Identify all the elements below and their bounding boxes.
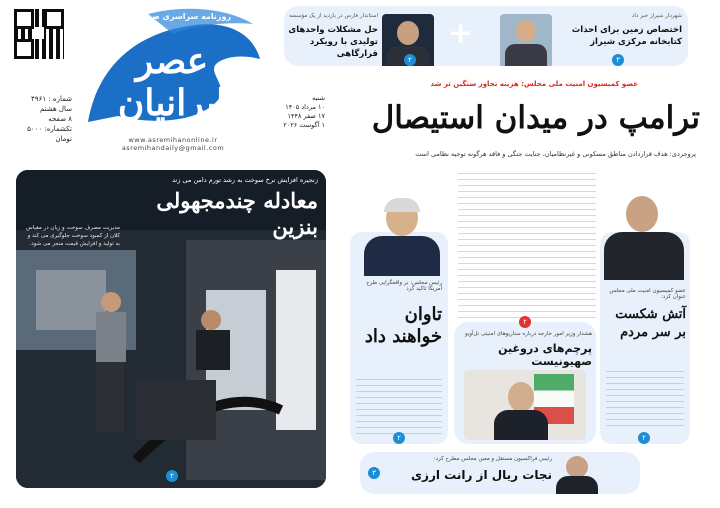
photo-mp (604, 188, 684, 280)
badge: ۲ (166, 470, 178, 482)
photo-mayor (500, 14, 552, 66)
tagline: روزنامه سراسری صبح ایران (119, 12, 232, 21)
headline-subtitle: پروجردی: هدف قراردادن مناطق مسکونی و غیرنظامیان، جنایت جنگی و فاقد هرگونه توجیه نظامی است (415, 150, 696, 158)
badge: ۲ (404, 54, 416, 66)
right-story-kicker: عضو کمیسیون امنیت ملی مجلس عنوان کرد: (609, 288, 686, 300)
right-story-body (606, 366, 684, 428)
bottom-story-title: نجات ریال از رانت ارزی (411, 468, 552, 482)
plus-icon: + (448, 16, 474, 51)
badge: ۳ (368, 467, 380, 479)
right-story-title: آتش شکست بر سر مردم (615, 307, 686, 340)
fuel-title: معادله چندمجهولی بنزین (156, 188, 318, 239)
website-line: www.asremihanonline.ir asremihandaily@gmail.com (121, 136, 225, 152)
badge: ۲ (519, 316, 531, 328)
photo-foreign-minister (464, 370, 586, 440)
middle-story-kicker: هشدار وزیر امور خارجه درباره سناریوهای امنیتی تل‌آویو (464, 331, 592, 337)
photo-mp-bottom (556, 452, 598, 494)
top-left-title: حل مشکلات واحدهای تولیدی با رویکرد قرارگاهی (288, 25, 378, 59)
middle-story (454, 318, 596, 444)
badge: ۳ (612, 54, 624, 66)
headline-body (458, 168, 596, 318)
top-right-title: اختصاص زمین برای احداث کتابخانه مرکزی شیراز (571, 25, 682, 47)
headline-title: ترامپ در میدان استیصال (371, 100, 700, 136)
fuel-story (16, 170, 326, 488)
top-strip (284, 6, 688, 66)
left-story-title: تاوان خواهند داد (364, 304, 442, 347)
masthead-logo (78, 4, 268, 130)
right-story (600, 232, 690, 444)
fuel-kicker: زنجیره افزایش نرخ سوخت به رشد تورم دامن می زند (172, 176, 318, 184)
middle-story-title: پرچم‌های دروغین صهیونیست (498, 342, 592, 368)
qr-code (14, 9, 64, 59)
headline-kicker: عضو کمیسیون امنیت ملی مجلس: هزینه تجاوز سنگین تر شد (430, 80, 638, 88)
photo-speaker (364, 192, 440, 276)
badge: ۲ (393, 432, 405, 444)
bottom-story (360, 452, 640, 494)
date-info: شنبه ۱۰ مرداد ۱۴۰۵ ۱۷ صفر ۱۴۴۸ ۱ آگوست ۲۰۲۶ (283, 94, 325, 129)
top-right-kicker: شهردار شیراز خبر داد (631, 13, 682, 19)
fuel-summary: مدیریت مصرف سوخت و زیان در مقیاس کلان از کمبود سوخت جلوگیری می کند و به تولید و افزایش قیمت منجر می شود. (26, 225, 120, 247)
bottom-story-kicker: رئیس فراکسیون مستقل و معین مجلس مطرح کرد: (433, 456, 552, 462)
left-story-body (356, 374, 442, 434)
left-story (350, 232, 448, 444)
left-story-kicker: رئیس مجلس: بر واقعگرایی طرح آمریکا تاکید کرد (366, 280, 442, 292)
logo-wordmark: عصر ایرانیان (117, 40, 227, 124)
issue-info: شماره : ۴۹۶۱ سال هشتم ۸ صفحه تکشماره: ۵۰۰۰ تومان (27, 95, 72, 143)
top-left-kicker: استاندار فارس در بازدید از یک مؤسسه (289, 13, 378, 19)
badge: ۲ (638, 432, 650, 444)
